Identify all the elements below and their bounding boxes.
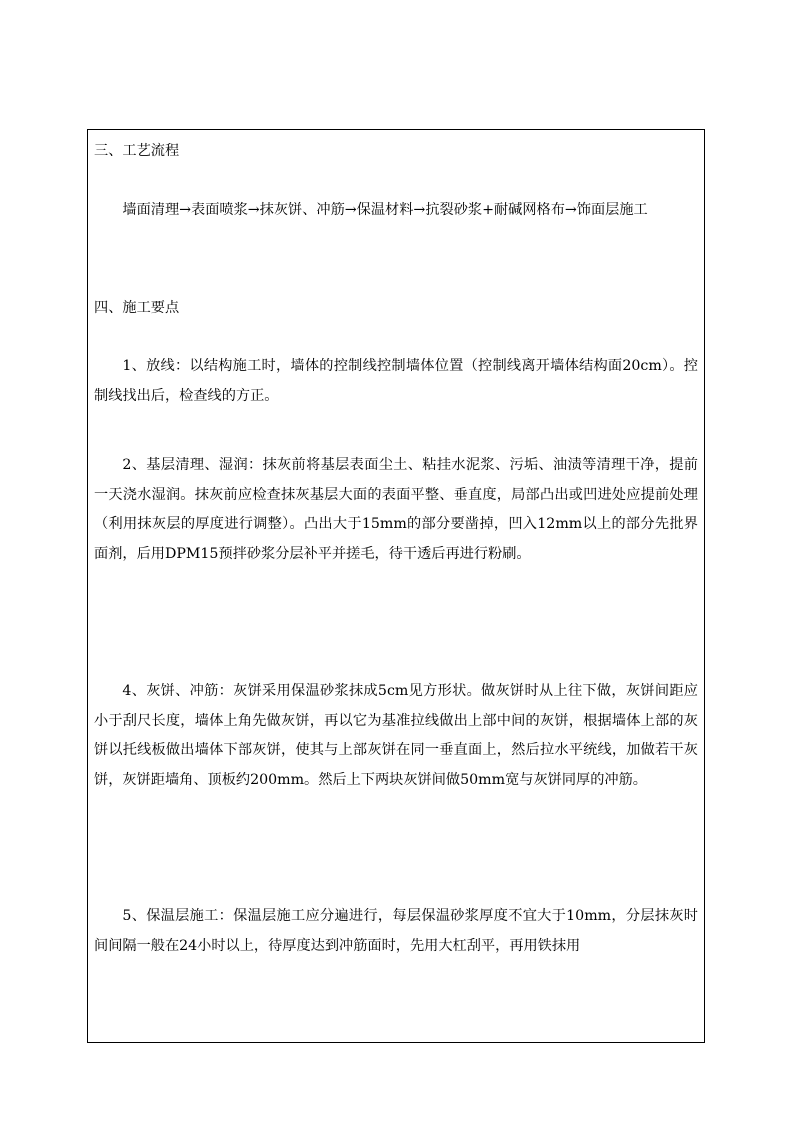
key-point-paragraph-4: 4、灰饼、冲筋：灰饼采用保温砂浆抹成5cm见方形状。做灰饼时从上往下做，灰饼间距应小于刮尺长度，墙体上角先做灰饼，再以它为基准拉线做出上部中间的灰饼，根据墙体上部的灰饼以托线板做出墙体下部灰饼，使其与上部灰饼在同一垂直面上，然后拉水平统线，加做若干灰饼，灰饼距墙角、顶板约200mm。然后上下两块灰饼间做50mm宽与灰饼同厚的冲筋。 <box>94 683 698 788</box>
process-flow-paragraph: 墙面清理→表面喷浆→抹灰饼、冲筋→保温材料→抗裂砂浆+耐碱网格布→饰面层施工 <box>122 202 648 218</box>
key-point-paragraph-5: 5、保温层施工：保温层施工应分遍进行，每层保温砂浆厚度不宜大于10mm，分层抹灰时间间隔一般在24小时以上，待厚度达到冲筋面时，先用大杠刮平，再用铁抹用 <box>94 908 698 954</box>
section-title-process-flow: 三、工艺流程 <box>94 143 180 159</box>
key-point-paragraph-1: 1、放线：以结构施工时，墙体的控制线控制墙体位置（控制线离开墙体结构面20cm）。控制线找出后，检查线的方正。 <box>94 358 698 404</box>
document-frame <box>87 129 705 1043</box>
section-title-key-points: 四、施工要点 <box>94 300 180 316</box>
key-point-paragraph-2: 2、基层清理、湿润：抹灰前将基层表面尘土、粘挂水泥浆、污垢、油渍等清理干净，提前一天浇水湿润。抹灰前应检查抹灰基层大面的表面平整、垂直度，局部凸出或凹进处应提前处理（利用抹灰层的厚度进行调整）。凸出大于15mm的部分要凿掉，凹入12mm以上的部分先批界面剂，后用DPM15预拌砂浆分层补平并搓毛，待干透后再进行粉刷。 <box>94 457 698 562</box>
